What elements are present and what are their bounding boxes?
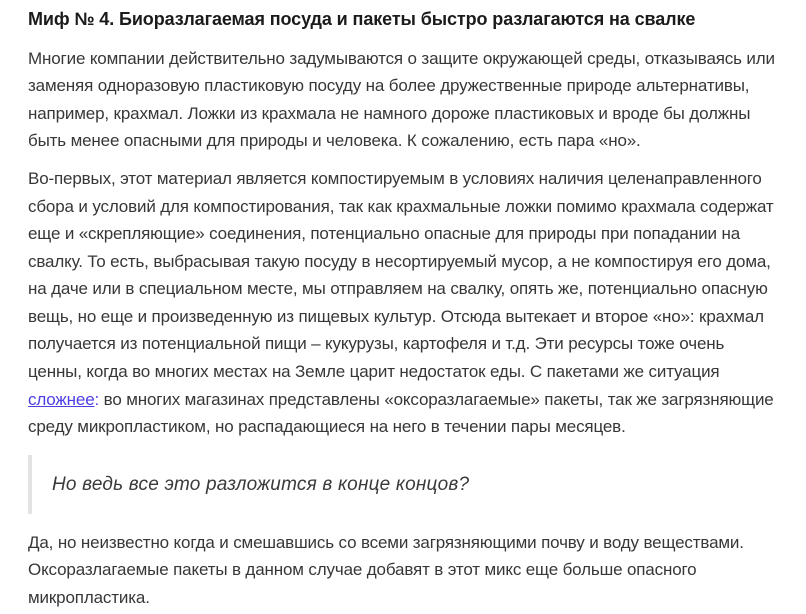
paragraph-2-text-before: Во-первых, этот материал является компостируемым в условиях наличия целенаправленного сбора и условий для компостирования, так как крахмальные ложки помимо крахмала содержат еще и «скрепляющие» соединения, потенциально опасные для природы при попадании на свалку. То есть, выбрасывая такую посуду в несортируемый мусор, а не компостируя его дома, на даче или в специальном месте, мы отправляем на свалку, опять же, потенциально опасную вещь, но еще и произведенную из пищевых культур. Отсюда вытекает и второе «но»: крахмал получается из потенциальной пищи – кукурузы, картофеля и т.д. Эти ресурсы тоже очень ценны, когда во многих местах на Земле царит недостаток еды. С пакетами же ситуация [28,168,774,382]
link-colon: : [94,389,100,409]
paragraph-2 [28,165,780,441]
quote-text: Но ведь все это разложится в конце концов? [52,473,470,495]
slozhnee-link[interactable]: сложнее [28,389,95,409]
blockquote [28,455,780,514]
paragraph-1: Многие компании действительно задумываются о защите окружающей среды, отказываясь или заменяя одноразовую пластиковую посуду на более дружественные природе альтернативы, например, крахмал. Ложки из крахмала не намного дороже пластиковых и вроде бы должны быть менее опасными для природы и человека. К сожалению, есть пара «но». [28,48,775,151]
paragraph-2-text-after: во многих магазинах представлены «оксоразлагаемые» пакеты, так же загрязняющие среду микропластиком, но распадающиеся на него в течении пары месяцев. [28,389,774,437]
paragraph-3: Да, но неизвестно когда и смешавшись со всеми загрязняющими почву и воду веществами. Оксоразлагаемые пакеты в данном случае добавят в этот микс еще больше опасного микропластика. [28,532,744,607]
article-heading: Миф № 4. Биоразлагаемая посуда и пакеты быстро разлагаются на свалке [28,9,696,29]
